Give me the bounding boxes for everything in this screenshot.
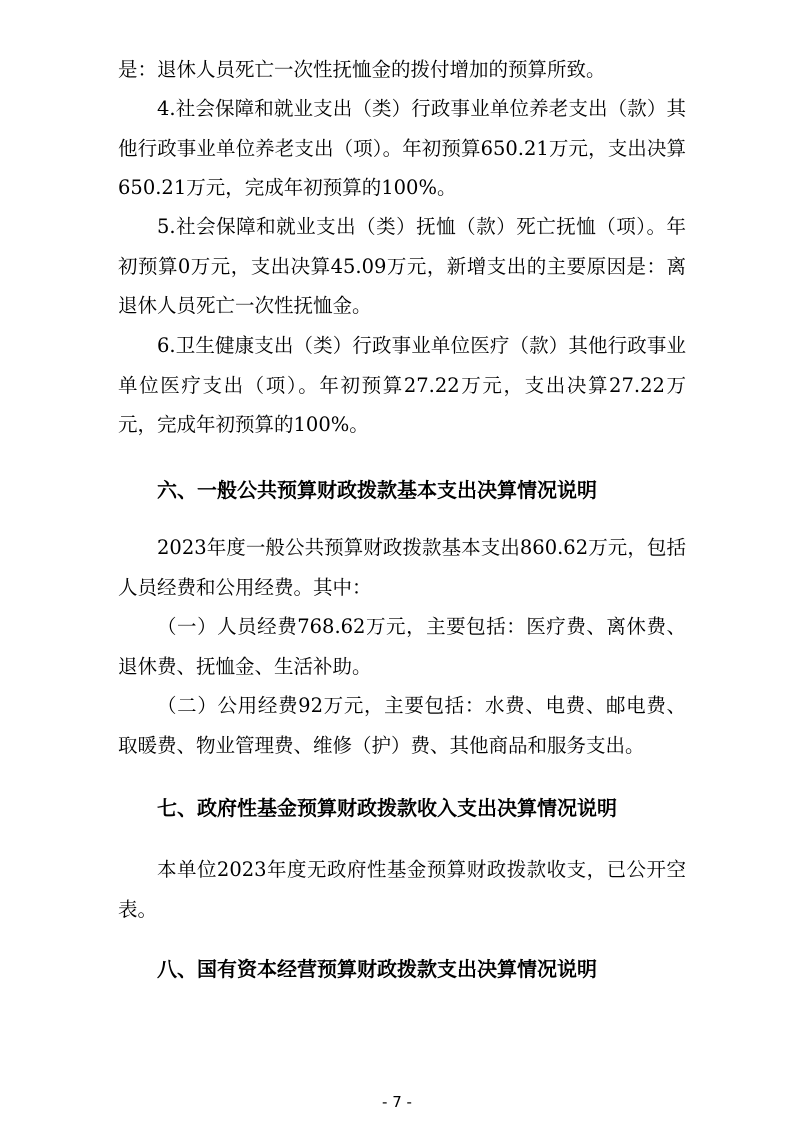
paragraph-item-5: 5.社会保障和就业支出（类）抚恤（款）死亡抚恤（项）。年初预算0万元，支出决算45.09万元，新增支出的主要原因是：离退休人员死亡一次性抚恤金。 <box>118 215 686 317</box>
paragraph-basic-expenditure: 2023年度一般公共预算财政拨款基本支出860.62万元，包括人员经费和公用经费。其中： <box>118 536 686 599</box>
page-number: - 7 - <box>382 1093 412 1111</box>
section-heading-7: 七、政府性基金预算财政拨款收入支出决算情况说明 <box>157 796 617 820</box>
paragraph-personnel-expenses: （一）人员经费768.62万元，主要包括：医疗费、离休费、退休费、抚恤金、生活补助。 <box>118 615 686 678</box>
section-heading-8: 八、国有资本经营预算财政拨款支出决算情况说明 <box>157 957 597 981</box>
paragraph-item-4: 4.社会保障和就业支出（类）行政事业单位养老支出（款）其他行政事业单位养老支出（项）。年初预算650.21万元，支出决算650.21万元，完成年初预算的100%。 <box>118 97 686 199</box>
section-heading-6: 六、一般公共预算财政拨款基本支出决算情况说明 <box>157 478 597 502</box>
paragraph-item-6: 6.卫生健康支出（类）行政事业单位医疗（款）其他行政事业单位医疗支出（项）。年初预算27.22万元，支出决算27.22万元，完成年初预算的100%。 <box>118 334 686 436</box>
paragraph-government-fund: 本单位2023年度无政府性基金预算财政拨款收支，已公开空表。 <box>118 858 686 921</box>
paragraph-continuation: 是：退休人员死亡一次性抚恤金的拨付增加的预算所致。 <box>118 58 606 81</box>
paragraph-public-expenses: （二）公用经费92万元，主要包括：水费、电费、邮电费、取暖费、物业管理费、维修（护）费、其他商品和服务支出。 <box>118 694 686 757</box>
